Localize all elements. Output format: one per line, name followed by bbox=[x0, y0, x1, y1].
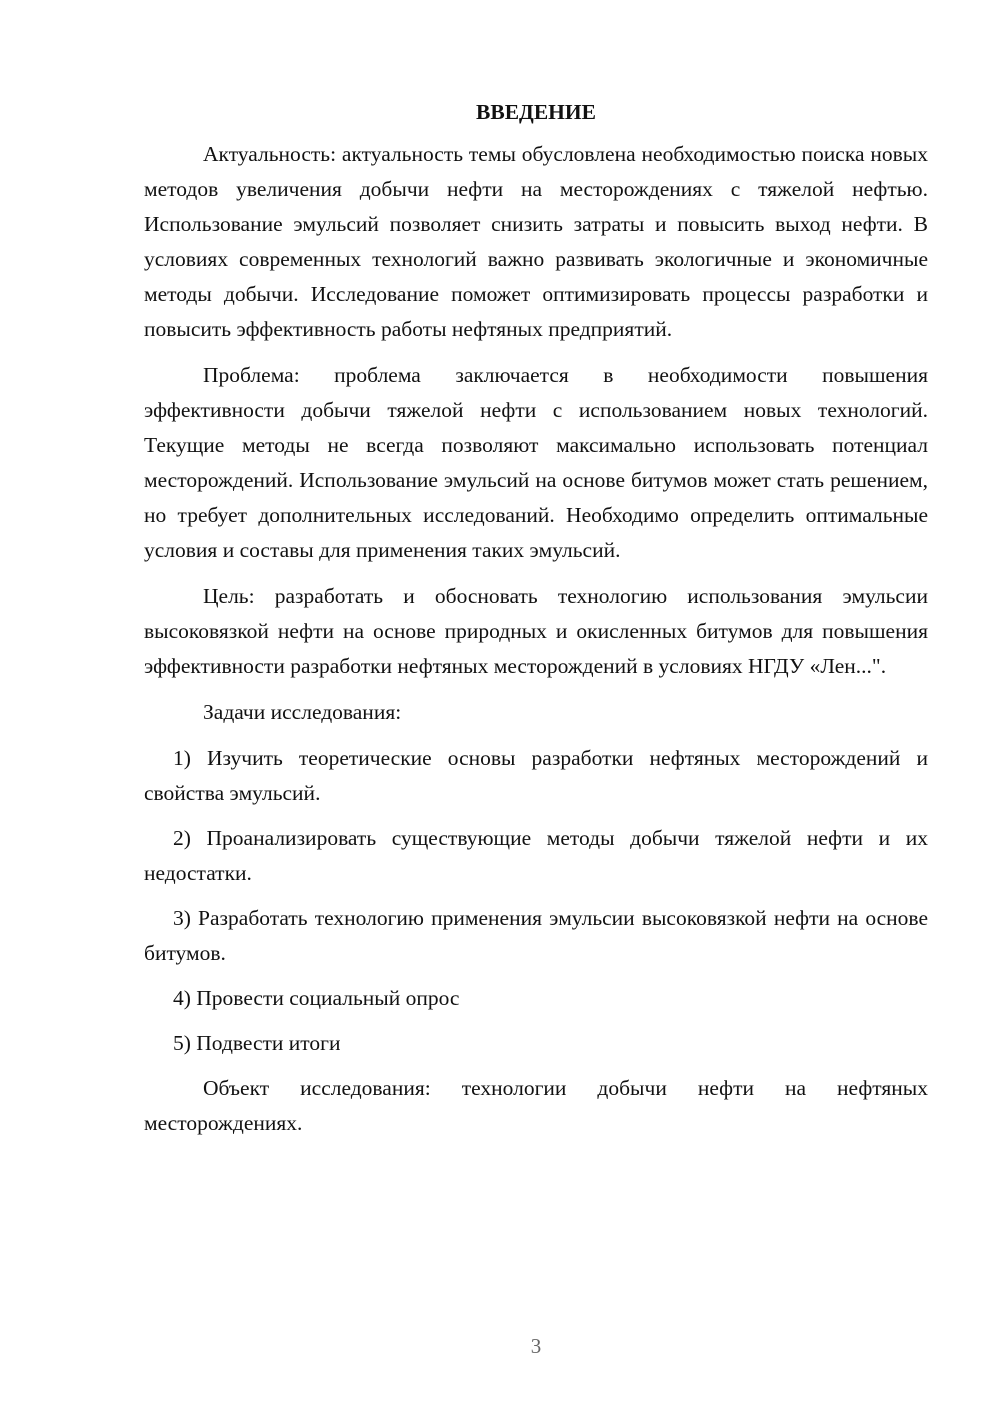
section-title: ВВЕДЕНИЕ bbox=[476, 100, 596, 124]
paragraph-relevance: Актуальность: актуальность темы обусловлена необходимостью поиска новых методов увеличения добычи нефти на месторождениях с тяжелой нефтью. Использование эмульсий позволяет снизить затраты и повысить выход нефти. В условиях современных технологий важно развивать экологичные и экономичные методы добычи. Исследование поможет оптимизировать процессы разработки и повысить эффективность работы нефтяных предприятий. bbox=[144, 142, 928, 341]
tasks-heading: Задачи исследования: bbox=[203, 700, 402, 724]
task-item-1: 1) Изучить теоретические основы разработки нефтяных месторождений и свойства эмульсий. bbox=[144, 746, 928, 805]
task-item-3: 3) Разработать технологию применения эмульсии высоковязкой нефти на основе битумов. bbox=[144, 906, 928, 965]
paragraph-object: Объект исследования: технологии добычи нефти на нефтяных месторождениях. bbox=[144, 1076, 928, 1135]
task-item-5: 5) Подвести итоги bbox=[173, 1031, 341, 1055]
paragraph-problem: Проблема: проблема заключается в необходимости повышения эффективности добычи тяжелой нефти с использованием новых технологий. Текущие методы не всегда позволяют максимально использовать потенциал месторождений. Использование эмульсий на основе битумов может стать решением, но требует дополнительных исследований. Необходимо определить оптимальные условия и составы для применения таких эмульсий. bbox=[144, 363, 928, 562]
document-page bbox=[144, 92, 928, 1152]
paragraph-goal: Цель: разработать и обосновать технологию использования эмульсии высоковязкой нефти на основе природных и окисленных битумов для повышения эффективности разработки нефтяных месторождений в условиях НГДУ «Лен...". bbox=[144, 584, 928, 678]
task-item-4: 4) Провести социальный опрос bbox=[173, 986, 460, 1010]
page-number: 3 bbox=[530, 1334, 542, 1358]
task-item-2: 2) Проанализировать существующие методы добычи тяжелой нефти и их недостатки. bbox=[144, 826, 928, 885]
